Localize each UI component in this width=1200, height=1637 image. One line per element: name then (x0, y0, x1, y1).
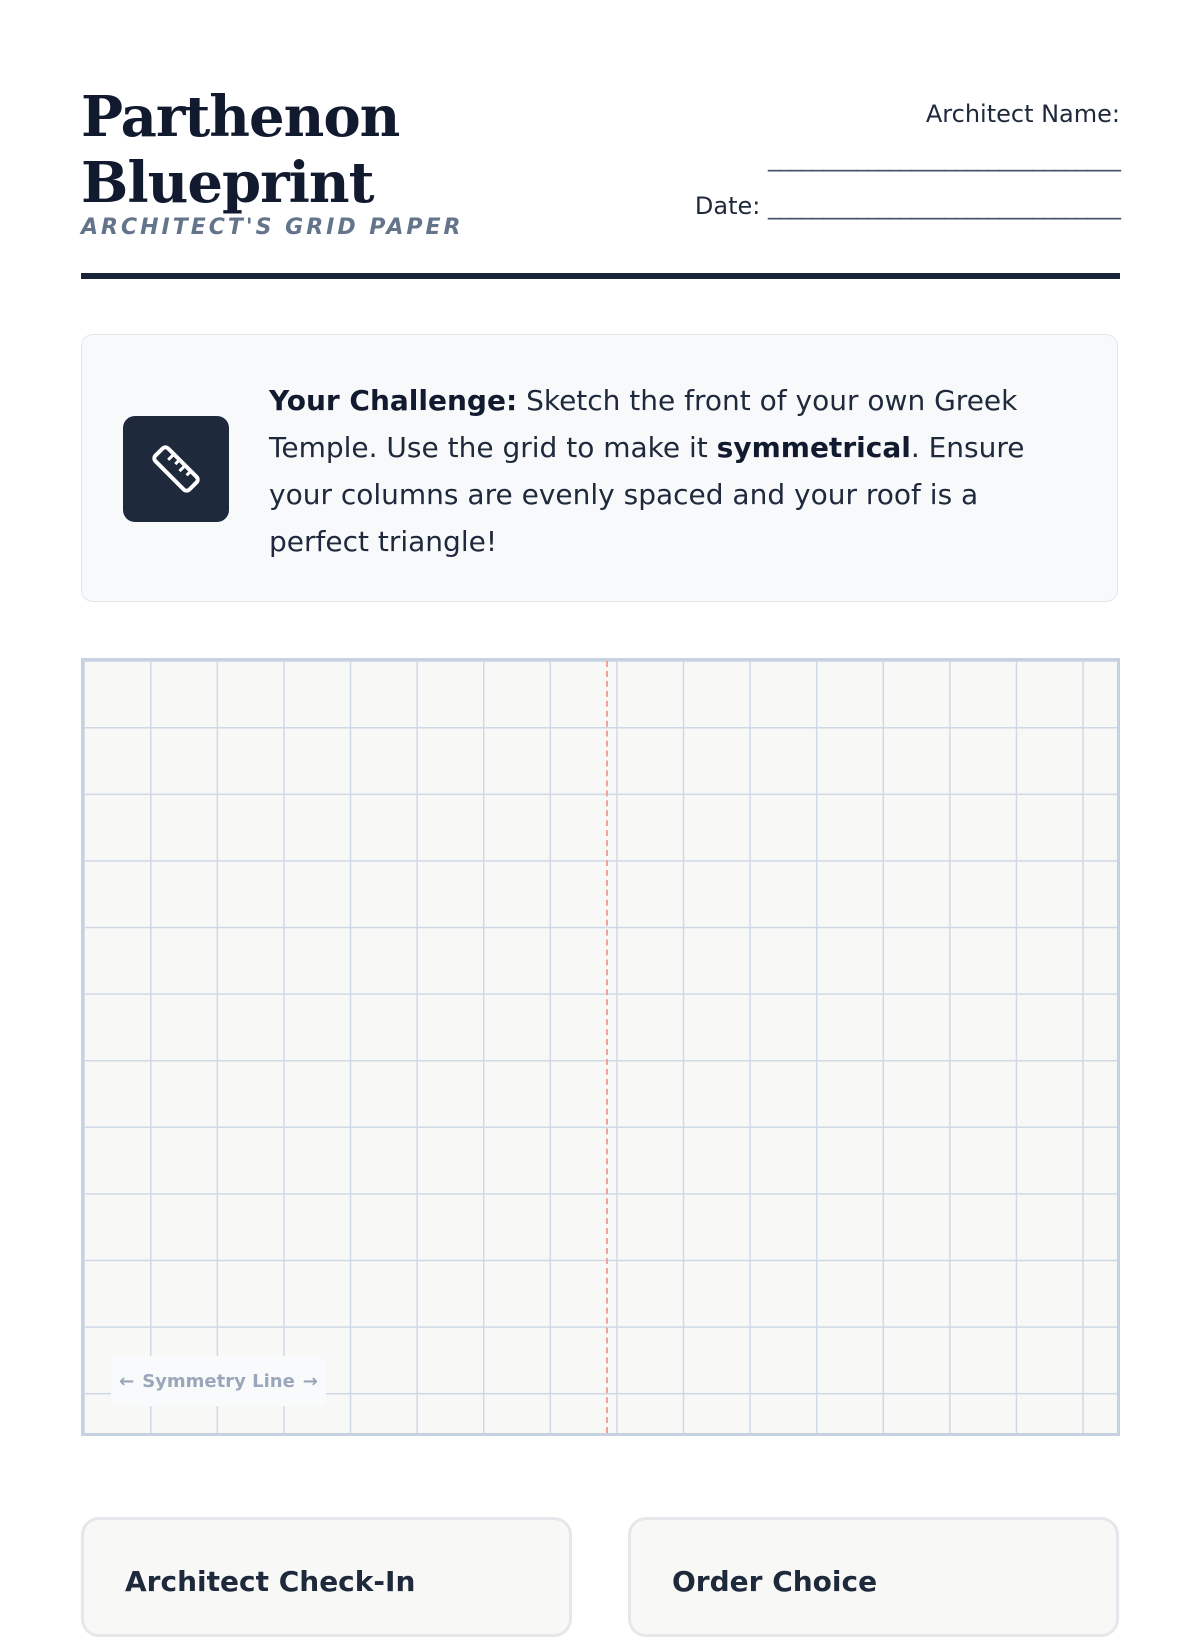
architect-name-label: Architect Name: (925, 100, 1120, 128)
architect-name-blank[interactable]: ________________________________ (768, 144, 1120, 172)
title-line-1: Parthenon (81, 84, 400, 150)
architect-check-in-title: Architect Check-In (125, 1565, 416, 1598)
challenge-text-part2: . Ensure your columns are evenly spaced and your roof is a perfect triangle! (269, 431, 1025, 558)
page-subtitle: ARCHITECT'S GRID PAPER (81, 215, 464, 240)
arrow-right-icon: → (302, 1370, 318, 1392)
ruler-badge (123, 416, 229, 522)
order-choice-card (628, 1517, 1119, 1637)
symmetry-label (111, 1356, 326, 1406)
symmetry-label-text: Symmetry Line (142, 1370, 295, 1392)
page-title (81, 84, 501, 216)
arrow-left-icon: ← (119, 1370, 135, 1392)
symmetry-line (606, 661, 608, 1433)
drawing-grid[interactable] (81, 658, 1120, 1436)
challenge-lead: Your Challenge: (269, 384, 518, 417)
challenge-emphasis: symmetrical (716, 431, 911, 464)
order-choice-title: Order Choice (672, 1565, 878, 1598)
date-blank[interactable]: ________________________________ (768, 192, 1120, 220)
header-divider (81, 273, 1120, 279)
challenge-card (81, 334, 1118, 602)
worksheet-page (81, 0, 1120, 1600)
challenge-text (269, 377, 1069, 565)
ruler-icon (148, 441, 204, 497)
date-field[interactable] (695, 192, 1120, 220)
challenge-text-part1: Sketch the front of your own Greek Temple. Use the grid to make it (269, 384, 1018, 464)
architect-check-in-card (81, 1517, 572, 1637)
date-label: Date: (694, 192, 761, 220)
worksheet-header (81, 84, 1120, 284)
title-line-2: Blueprint (81, 150, 374, 216)
